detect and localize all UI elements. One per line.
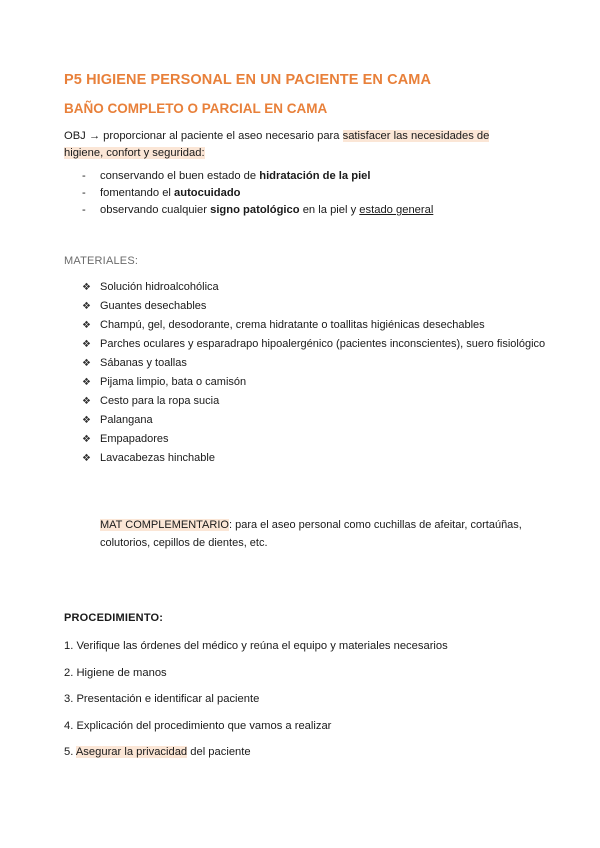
material-item <box>82 392 522 411</box>
materials-heading: MATERIALES: <box>64 255 139 267</box>
diamond-bullet-icon: ❖ <box>82 301 91 312</box>
objective-point <box>82 202 433 219</box>
point-underline: estado general <box>359 204 434 216</box>
step-text: Higiene de manos <box>76 667 167 679</box>
material-item <box>82 449 522 468</box>
diamond-bullet-icon: ❖ <box>82 339 91 350</box>
page-title: P5 HIGIENE PERSONAL EN UN PACIENTE EN CAMA <box>64 72 432 88</box>
complementary-text: : para el aseo personal como cuchillas de afeitar, cortaúñas, colutorios, cepillos de dientes, etc. <box>100 519 522 549</box>
material-item <box>82 335 546 354</box>
point-bold: hidratación de la piel <box>259 170 371 182</box>
material-item <box>82 316 522 335</box>
material-text: Lavacabezas hinchable <box>100 452 215 464</box>
diamond-bullet-icon: ❖ <box>82 396 91 407</box>
diamond-bullet-icon: ❖ <box>82 320 91 331</box>
material-item <box>82 411 522 430</box>
procedure-step <box>64 693 259 705</box>
objective-paragraph <box>64 128 504 162</box>
material-text: Empapadores <box>100 433 169 445</box>
material-text: Champú, gel, desodorante, crema hidratante o toallitas higiénicas desechables <box>100 319 485 331</box>
material-text: Pijama limpio, bata o camisón <box>100 376 247 388</box>
point-bold: autocuidado <box>174 187 241 199</box>
objective-point <box>82 185 433 202</box>
step-text: Verifique las órdenes del médico y reúna el equipo y materiales necesarios <box>76 640 448 652</box>
objective-points-list <box>82 168 433 219</box>
material-text: Solución hidroalcohólica <box>100 281 219 293</box>
procedure-step <box>64 720 331 732</box>
procedure-heading: PROCEDIMIENTO: <box>64 612 164 624</box>
step-number: 1. <box>64 640 74 652</box>
step-number: 3. <box>64 693 74 705</box>
step-text: Explicación del procedimiento que vamos a realizar <box>76 720 332 732</box>
material-item <box>82 373 522 392</box>
section-subtitle: BAÑO COMPLETO O PARCIAL EN CAMA <box>64 101 328 116</box>
procedure-step <box>64 667 167 679</box>
diamond-bullet-icon: ❖ <box>82 377 91 388</box>
step-number: 2. <box>64 667 74 679</box>
objective-prefix: OBJ → proporcionar al paciente el aseo necesario para <box>64 130 343 142</box>
material-text: Sábanas y toallas <box>100 357 187 369</box>
step-number: 4. <box>64 720 74 732</box>
material-text: Cesto para la ropa sucia <box>100 395 220 407</box>
complementary-materials <box>100 516 540 552</box>
material-item <box>82 297 522 316</box>
point-bold: signo patológico <box>210 204 300 216</box>
diamond-bullet-icon: ❖ <box>82 415 91 426</box>
objective-highlight: satisfacer las necesidades de higiene, confort y seguridad: <box>64 130 490 159</box>
material-item <box>82 278 522 297</box>
point-text: en la piel y <box>299 204 360 216</box>
procedure-step <box>64 640 448 652</box>
procedure-step <box>64 746 251 758</box>
complementary-label: MAT COMPLEMENTARIO <box>100 519 229 531</box>
diamond-bullet-icon: ❖ <box>82 358 91 369</box>
material-item <box>82 430 522 449</box>
point-text: conservando el buen estado de <box>100 170 260 182</box>
material-item <box>82 354 522 373</box>
step-text: del paciente <box>187 746 251 758</box>
point-text: fomentando el <box>100 187 175 199</box>
diamond-bullet-icon: ❖ <box>82 434 91 445</box>
materials-list <box>82 278 546 468</box>
diamond-bullet-icon: ❖ <box>82 453 91 464</box>
point-text: observando cualquier <box>100 204 211 216</box>
step-text: Presentación e identificar al paciente <box>76 693 260 705</box>
step-number: 5. <box>64 746 74 758</box>
material-text: Parches oculares y esparadrapo hipoalergénico (pacientes inconscientes), suero fisiológico <box>100 338 546 350</box>
material-text: Palangana <box>100 414 153 426</box>
diamond-bullet-icon: ❖ <box>82 282 91 293</box>
step-highlight: Asegurar la privacidad <box>75 746 188 758</box>
material-text: Guantes desechables <box>100 300 207 312</box>
objective-point <box>82 168 433 185</box>
